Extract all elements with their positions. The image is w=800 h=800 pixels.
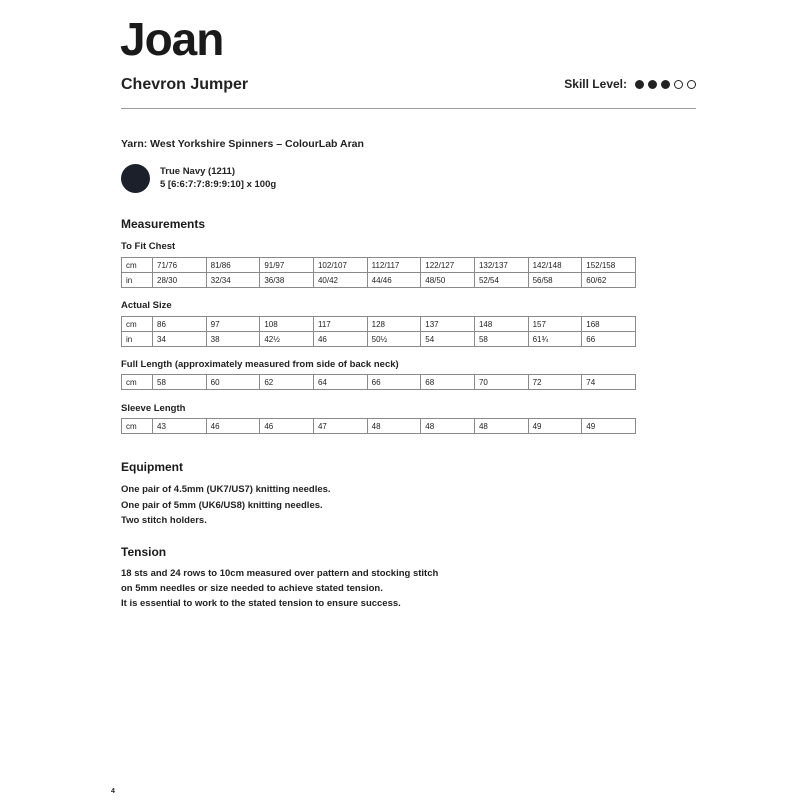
table-row <box>122 419 636 434</box>
value-cell: 102/107 <box>313 258 367 273</box>
yarn-quantity: 5 [6:6:7:7:8:9:9:10] x 100g <box>160 179 277 190</box>
value-cell: 54 <box>421 332 475 347</box>
unit-cell: cm <box>122 258 153 273</box>
table-row <box>122 317 636 332</box>
page-number: 4 <box>111 788 115 795</box>
value-cell: 117 <box>313 317 367 332</box>
unit-cell: cm <box>122 375 153 390</box>
value-cell: 48 <box>474 419 528 434</box>
unit-cell: cm <box>122 317 153 332</box>
yarn-line: Yarn: West Yorkshire Spinners – ColourLab Aran <box>121 138 364 150</box>
table-title: Actual Size <box>121 300 172 311</box>
measurement-table <box>121 257 636 288</box>
value-cell: 36/38 <box>260 273 314 288</box>
value-cell: 62 <box>260 375 314 390</box>
value-cell: 47 <box>313 419 367 434</box>
skill-level-label: Skill Level: <box>564 77 627 91</box>
yarn-colour-info <box>160 165 276 191</box>
value-cell: 32/34 <box>206 273 260 288</box>
value-cell: 97 <box>206 317 260 332</box>
value-cell: 148 <box>474 317 528 332</box>
unit-cell: in <box>122 332 153 347</box>
value-cell: 61¾ <box>528 332 582 347</box>
equipment-item: Two stitch holders. <box>121 515 207 526</box>
value-cell: 49 <box>582 419 636 434</box>
measurement-table <box>121 316 636 347</box>
value-cell: 42½ <box>260 332 314 347</box>
measurement-table <box>121 418 636 434</box>
value-cell: 48/50 <box>421 273 475 288</box>
value-cell: 128 <box>367 317 421 332</box>
value-cell: 52/54 <box>474 273 528 288</box>
equipment-item: One pair of 5mm (UK6/US8) knitting needles. <box>121 499 323 511</box>
value-cell: 157 <box>528 317 582 332</box>
value-cell: 168 <box>582 317 636 332</box>
value-cell: 74 <box>582 375 636 390</box>
value-cell: 46 <box>206 419 260 434</box>
table-row <box>122 375 636 390</box>
skill-dot-icon <box>661 80 670 89</box>
tension-heading: Tension <box>121 545 167 559</box>
table-row <box>122 258 636 273</box>
value-cell: 91/97 <box>260 258 314 273</box>
value-cell: 108 <box>260 317 314 332</box>
value-cell: 70 <box>474 375 528 390</box>
unit-cell: cm <box>122 419 153 434</box>
value-cell: 71/76 <box>153 258 207 273</box>
value-cell: 48 <box>421 419 475 434</box>
value-cell: 56/58 <box>528 273 582 288</box>
value-cell: 132/137 <box>474 258 528 273</box>
value-cell: 112/117 <box>367 258 421 273</box>
equipment-heading: Equipment <box>121 460 183 474</box>
value-cell: 46 <box>313 332 367 347</box>
value-cell: 34 <box>153 332 207 347</box>
equipment-list <box>121 482 331 529</box>
value-cell: 66 <box>367 375 421 390</box>
value-cell: 142/148 <box>528 258 582 273</box>
value-cell: 66 <box>582 332 636 347</box>
value-cell: 81/86 <box>206 258 260 273</box>
value-cell: 60 <box>206 375 260 390</box>
pattern-subtitle: Chevron Jumper <box>121 76 249 93</box>
table-row <box>122 273 636 288</box>
pattern-title: Joan <box>120 13 224 65</box>
value-cell: 40/42 <box>313 273 367 288</box>
skill-dot-icon <box>648 80 657 89</box>
value-cell: 137 <box>421 317 475 332</box>
skill-dot-icon <box>687 80 696 89</box>
value-cell: 86 <box>153 317 207 332</box>
table-title: Sleeve Length <box>121 403 186 414</box>
header-divider <box>121 108 696 109</box>
measurement-table <box>121 374 636 390</box>
tension-line: on 5mm needles or size needed to achieve stated tension. <box>121 582 383 594</box>
value-cell: 122/127 <box>421 258 475 273</box>
yarn-colour-name: True Navy (1211) <box>160 166 235 177</box>
value-cell: 58 <box>474 332 528 347</box>
value-cell: 44/46 <box>367 273 421 288</box>
yarn-swatch <box>121 164 150 193</box>
equipment-item: One pair of 4.5mm (UK7/US7) knitting needles. <box>121 484 331 495</box>
measurements-heading: Measurements <box>121 217 206 231</box>
value-cell: 28/30 <box>153 273 207 288</box>
value-cell: 64 <box>313 375 367 390</box>
skill-dot-icon <box>635 80 644 89</box>
value-cell: 48 <box>367 419 421 434</box>
tension-line: It is essential to work to the stated tension to ensure success. <box>121 598 401 609</box>
value-cell: 49 <box>528 419 582 434</box>
tension-text <box>121 567 438 612</box>
value-cell: 38 <box>206 332 260 347</box>
value-cell: 152/158 <box>582 258 636 273</box>
value-cell: 58 <box>153 375 207 390</box>
table-title: To Fit Chest <box>121 241 176 252</box>
tension-line: 18 sts and 24 rows to 10cm measured over pattern and stocking stitch <box>121 568 439 579</box>
skill-level <box>564 77 696 91</box>
table-title: Full Length (approximately measured from side of back neck) <box>121 359 399 370</box>
value-cell: 46 <box>260 419 314 434</box>
value-cell: 50½ <box>367 332 421 347</box>
value-cell: 68 <box>421 375 475 390</box>
value-cell: 60/62 <box>582 273 636 288</box>
value-cell: 43 <box>153 419 207 434</box>
unit-cell: in <box>122 273 153 288</box>
skill-dot-icon <box>674 80 683 89</box>
value-cell: 72 <box>528 375 582 390</box>
table-row <box>122 332 636 347</box>
